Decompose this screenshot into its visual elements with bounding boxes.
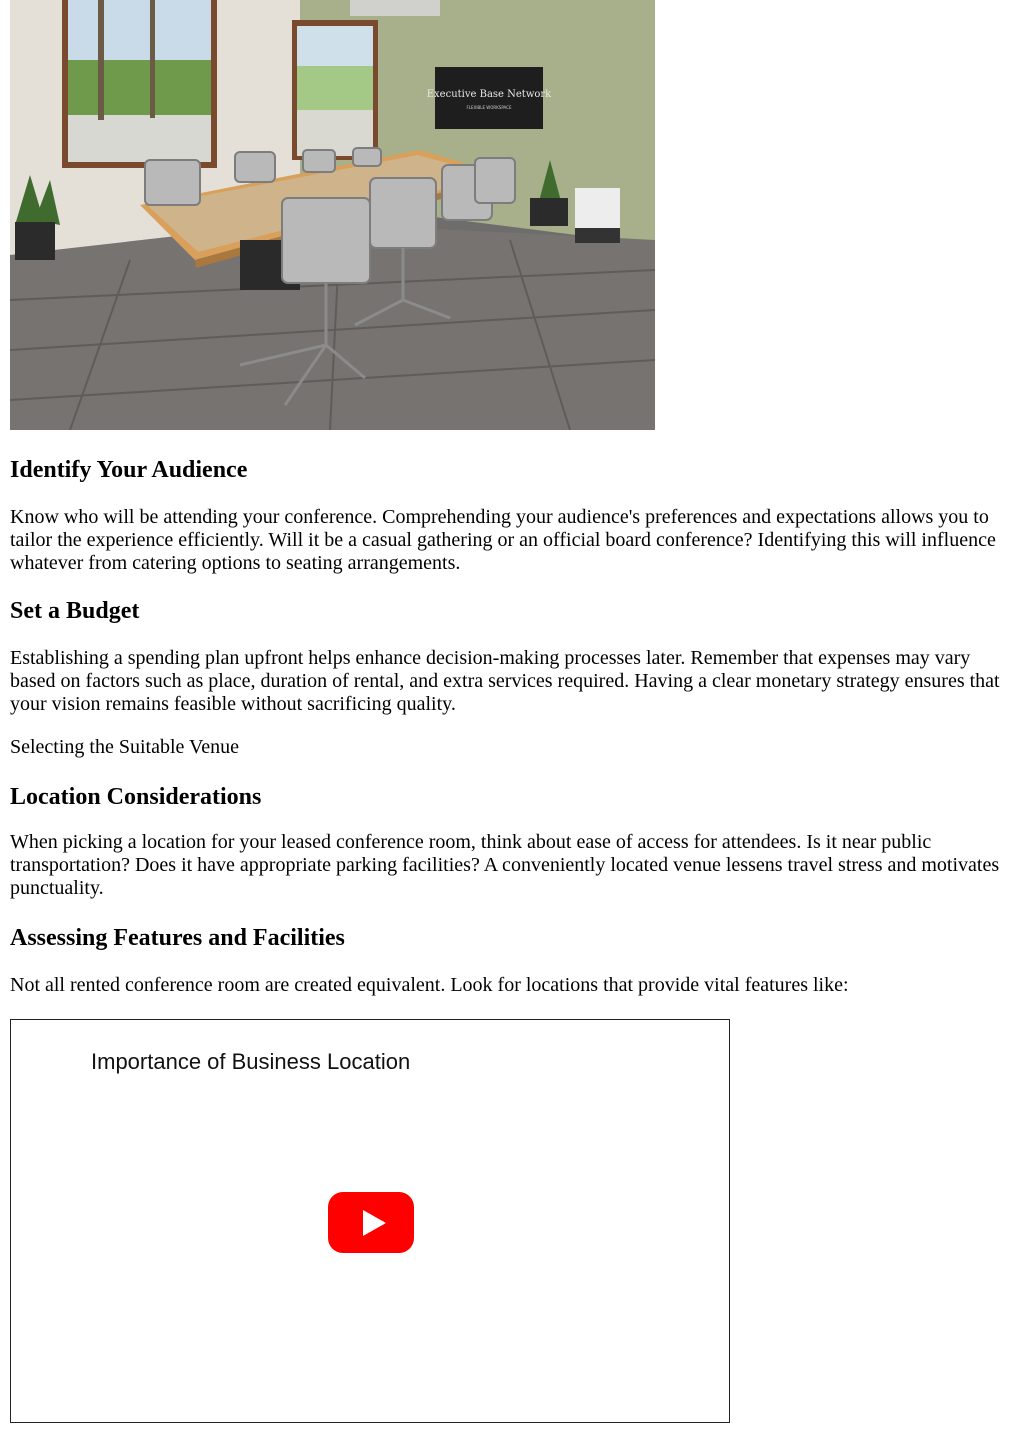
venue-subheading-text: Selecting the Suitable Venue	[10, 736, 240, 758]
embedded-video-player[interactable]	[10, 1019, 730, 1423]
section-heading-budget: Set a Budget	[10, 598, 140, 624]
section-heading-features: Assessing Features and Facilities	[10, 925, 345, 951]
section-body-features: Not all rented conference room are created equivalent. Look for locations that provide vital features like:	[10, 974, 849, 996]
section-body-location: When picking a location for your leased conference room, think about ease of access for attendees. Is it near public transportation? Does it have appropriate parking facilities? A conveniently located venue lessens travel stress and motivates punctuality.	[10, 831, 1000, 899]
article	[10, 0, 1010, 1423]
section-heading-audience: Identify Your Audience	[10, 457, 248, 483]
section-heading-location: Location Considerations	[10, 784, 262, 810]
sign-subtext: FLEXIBLE WORKSPACE	[466, 105, 512, 110]
sign-text: Executive Base Network	[426, 89, 552, 100]
conference-room-photo	[10, 0, 655, 430]
video-title[interactable]: Importance of Business Location	[91, 1049, 411, 1074]
section-body-audience: Know who will be attending your conference. Comprehending your audience's preferences and expectations allows you to tailor the experience efficiently. Will it be a casual gathering or an official board conference? Identifying this will influence whatever from catering options to seating arrangements.	[10, 506, 996, 574]
section-body-budget: Establishing a spending plan upfront helps enhance decision-making processes later. Remember that expenses may vary based on factors such as place, duration of rental, and extra services required. Having a clear monetary strategy ensures that your vision remains feasible without sacrificing quality.	[10, 647, 1000, 715]
youtube-play-icon[interactable]	[328, 1192, 414, 1253]
